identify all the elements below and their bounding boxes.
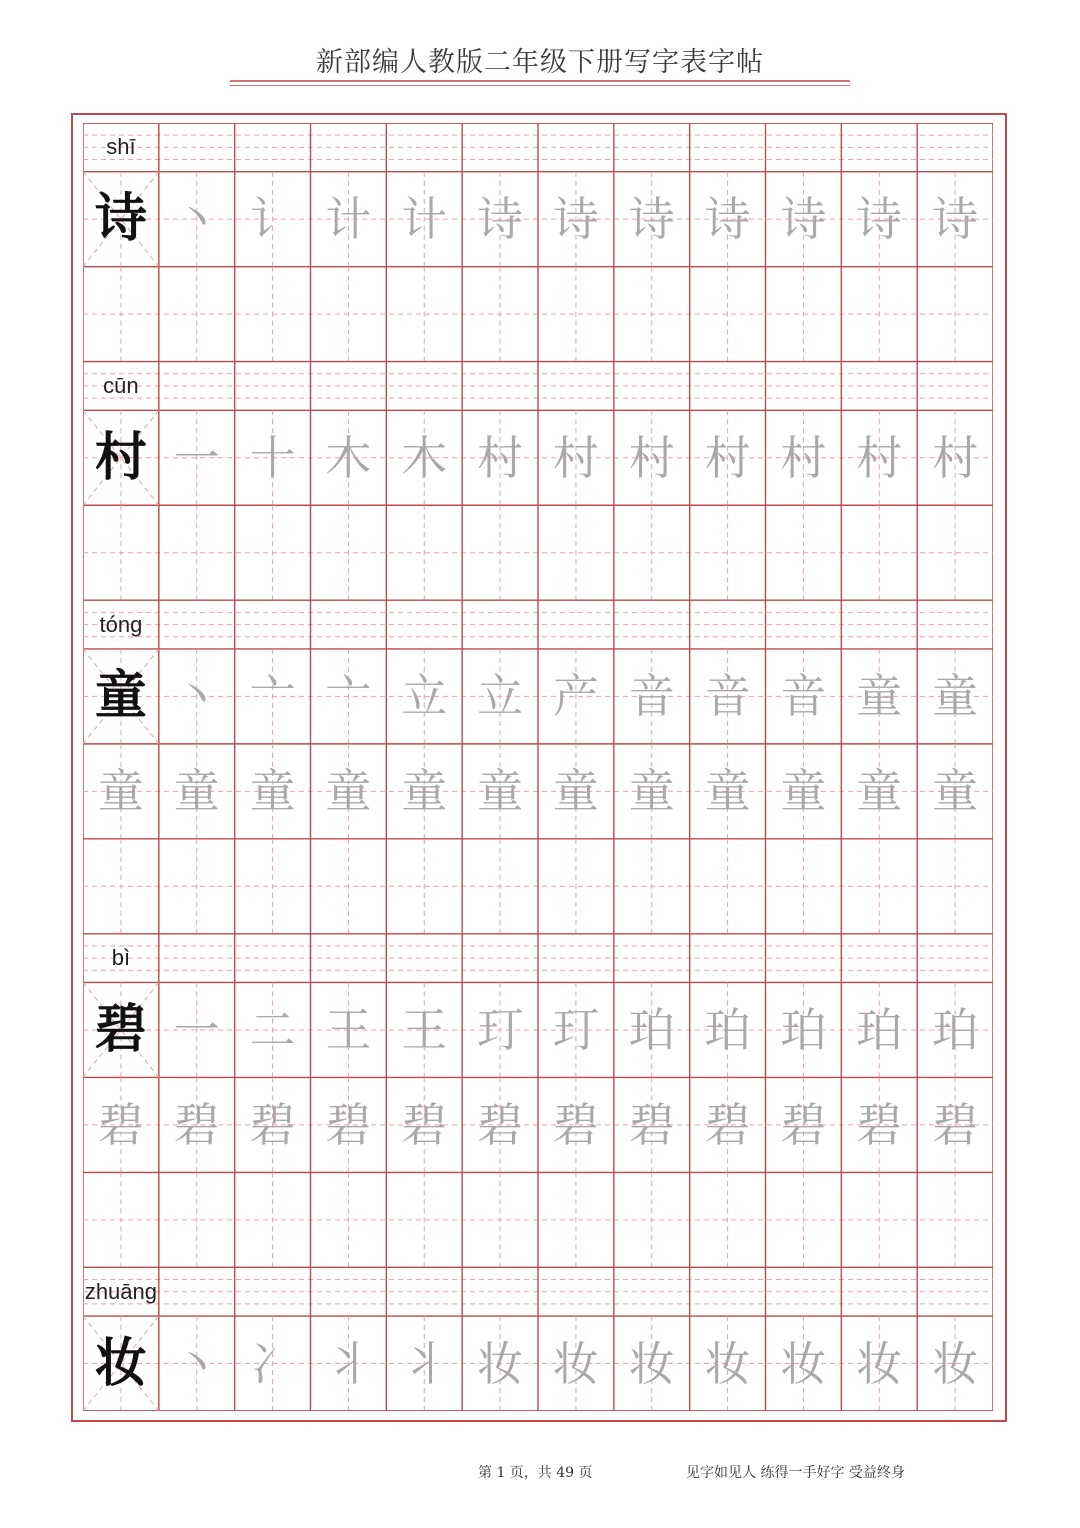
trace-character: 碧 [325, 1097, 372, 1152]
stroke-step: 妆 [552, 1336, 599, 1391]
stroke-step: 村 [477, 430, 524, 485]
stroke-step: 妆 [477, 1336, 524, 1391]
trace-character: 童 [780, 764, 827, 819]
stroke-step: 诗 [552, 192, 599, 247]
stroke-step: 丬 [325, 1336, 372, 1391]
stroke-step: 十 [249, 430, 296, 485]
trace-character: 童 [325, 764, 372, 819]
stroke-step: 诗 [856, 192, 903, 247]
stroke-step: 诗 [704, 192, 751, 247]
trace-character: 童 [704, 764, 751, 819]
trace-character: 童 [628, 764, 675, 819]
pinyin-label: cūn [103, 372, 139, 398]
trace-character: 碧 [856, 1097, 903, 1152]
stroke-step: 童 [856, 669, 903, 724]
trace-character: 童 [97, 764, 144, 819]
stroke-step: 王 [401, 1002, 448, 1057]
trace-character: 碧 [97, 1097, 144, 1152]
stroke-step: 计 [325, 192, 372, 247]
lead-character: 村 [94, 426, 147, 488]
stroke-step: 一 [173, 1002, 220, 1057]
trace-character: 童 [249, 764, 296, 819]
stroke-step: 珀 [704, 1002, 751, 1057]
stroke-step: 诗 [477, 192, 524, 247]
stroke-step: 王 [325, 1002, 372, 1057]
stroke-step: 妆 [856, 1336, 903, 1391]
trace-character: 碧 [249, 1097, 296, 1152]
page-title: 新部编人教版二年级下册写字表字帖 [316, 47, 764, 78]
stroke-step: 诗 [780, 192, 827, 247]
stroke-step: 计 [401, 192, 448, 247]
stroke-step: 玎 [552, 1002, 599, 1057]
stroke-step: 珀 [628, 1002, 675, 1057]
lead-character: 童 [94, 665, 147, 727]
stroke-step: 村 [552, 430, 599, 485]
stroke-step: 珀 [932, 1002, 979, 1057]
stroke-step: 丬 [401, 1336, 448, 1391]
pinyin-label: bì [111, 945, 131, 971]
stroke-step: 妆 [780, 1336, 827, 1391]
trace-character: 童 [932, 764, 979, 819]
trace-character: 碧 [780, 1097, 827, 1152]
trace-character: 童 [477, 764, 524, 819]
stroke-step: 珀 [856, 1002, 903, 1057]
stroke-step: 诗 [628, 192, 675, 247]
lead-character: 碧 [94, 998, 147, 1060]
stroke-step: 亠 [325, 669, 372, 724]
stroke-step: 音 [704, 669, 751, 724]
trace-character: 碧 [477, 1097, 524, 1152]
stroke-step: 村 [628, 430, 675, 485]
stroke-step: 讠 [249, 192, 296, 247]
stroke-step: 丶 [173, 1336, 220, 1391]
stroke-step: 一 [173, 430, 220, 485]
stroke-step: 木 [401, 430, 448, 485]
trace-character: 碧 [552, 1097, 599, 1152]
trace-character: 碧 [932, 1097, 979, 1152]
trace-character: 童 [401, 764, 448, 819]
trace-character: 碧 [173, 1097, 220, 1152]
trace-character: 碧 [401, 1097, 448, 1152]
stroke-step: 产 [552, 669, 599, 724]
stroke-step: 村 [780, 430, 827, 485]
stroke-step: 亠 [249, 669, 296, 724]
trace-character: 碧 [704, 1097, 751, 1152]
trace-character: 童 [552, 764, 599, 819]
stroke-step: 丶 [173, 669, 220, 724]
stroke-step: 音 [780, 669, 827, 724]
title-underline [230, 80, 850, 82]
stroke-step: 玎 [477, 1002, 524, 1057]
trace-character: 碧 [628, 1097, 675, 1152]
stroke-step: 二 [249, 1002, 296, 1057]
trace-character: 童 [173, 764, 220, 819]
title-underline-thin [230, 85, 850, 86]
page-number: 第 1 页，共 49 页 [478, 1465, 593, 1481]
stroke-step: 立 [477, 669, 524, 724]
footer-motto: 见字如见人 练得一手好字 受益终身 [686, 1465, 905, 1481]
stroke-step: 妆 [628, 1336, 675, 1391]
stroke-step: 立 [401, 669, 448, 724]
lead-character: 妆 [94, 1332, 147, 1394]
stroke-step: 珀 [780, 1002, 827, 1057]
stroke-step: 村 [856, 430, 903, 485]
stroke-step: 木 [325, 430, 372, 485]
stroke-step: 冫 [249, 1336, 296, 1391]
stroke-step: 丶 [173, 192, 220, 247]
stroke-step: 童 [932, 669, 979, 724]
stroke-step: 诗 [932, 192, 979, 247]
pinyin-label: tóng [99, 611, 143, 637]
stroke-step: 妆 [932, 1336, 979, 1391]
stroke-step: 音 [628, 669, 675, 724]
trace-character: 童 [856, 764, 903, 819]
pinyin-label: zhuāng [84, 1278, 157, 1304]
pinyin-label: shī [106, 134, 136, 160]
stroke-step: 妆 [704, 1336, 751, 1391]
stroke-step: 村 [932, 430, 979, 485]
lead-character: 诗 [94, 188, 147, 250]
stroke-step: 村 [704, 430, 751, 485]
